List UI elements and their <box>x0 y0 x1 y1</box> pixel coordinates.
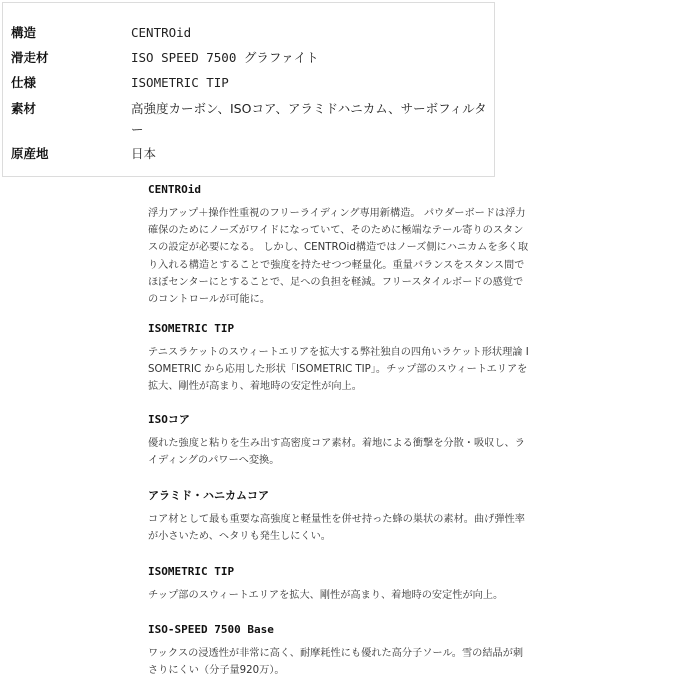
spec-label: 構造 <box>11 25 37 40</box>
section-title: ISO-SPEED 7500 Base <box>148 623 274 636</box>
section-title: ISOコア <box>148 413 190 426</box>
spec-label: 原産地 <box>11 146 49 161</box>
spec-label: 素材 <box>11 101 37 116</box>
spec-value: 高強度カーボン、ISOコア、アラミドハニカム、サーボフィルター <box>131 101 487 137</box>
spec-table <box>2 2 495 177</box>
spec-value: CENTROid <box>131 25 192 40</box>
section-title: アラミド・ハニカムコア <box>148 489 269 502</box>
section-title: CENTROid <box>148 183 201 196</box>
spec-value: ISOMETRIC TIP <box>131 75 229 90</box>
spec-value: ISO SPEED 7500 グラファイト <box>131 50 319 65</box>
spec-label: 滑走材 <box>11 50 49 65</box>
section-body: コア材として最も重要な高強度と軽量性を併せ持った蜂の巣状の素材。曲げ弾性率が小さいため、ヘタリも発生しにくい。 <box>148 514 525 543</box>
section-body: 浮力アップ＋操作性重視のフリーライディング専用新構造。 パウダーボードは浮力確保のためにノーズがワイドになっていて、そのために極端なテール寄りのスタンスの設定が必要になる。 しかし、CENTROid構造ではノーズ側にハニカムを多く取り入れる構造とすることで強度を持たせつつ軽量化。重量バランスをスタンス間でほぼセンターにとすることで、足への負担を軽減。フリースタイルボードの感覚でのコントロールが可能に。 <box>148 208 529 306</box>
section-body: 優れた強度と粘りを生み出す高密度コア素材。着地による衝撃を分散・吸収し、ライディングのパワーへ変換。 <box>148 438 525 467</box>
spec-value: 日本 <box>131 146 157 161</box>
spec-label: 仕様 <box>11 75 37 90</box>
section-body: チップ部のスウィートエリアを拡大、剛性が高まり、着地時の安定性が向上。 <box>148 590 504 601</box>
section-body: ワックスの浸透性が非常に高く、耐摩耗性にも優れた高分子ソール。雪の結晶が刺さりにくい（分子量920万）。 <box>148 648 524 677</box>
section-body: テニスラケットのスウィートエリアを拡大する弊社独自の四角いラケット形状理論 ISOMETRIC から応用した形状「ISOMETRIC TIP」。チップ部のスウィートエリアを拡大、剛性が高まり、着地時の安定性が向上。 <box>148 347 529 393</box>
section-title: ISOMETRIC TIP <box>148 565 235 578</box>
section-title: ISOMETRIC TIP <box>148 322 235 335</box>
